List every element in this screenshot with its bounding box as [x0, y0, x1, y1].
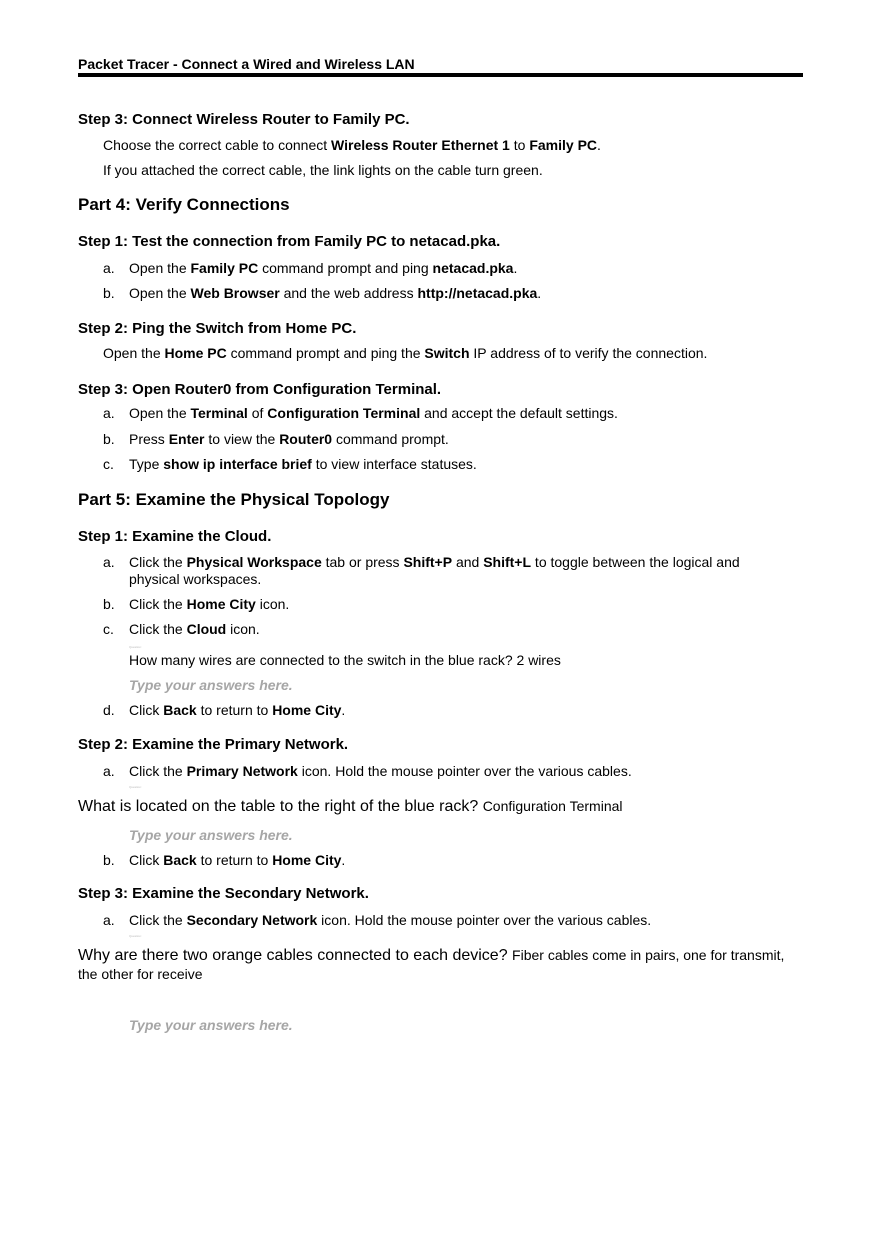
answer-text: the other for receive	[78, 966, 203, 982]
list-item	[103, 852, 345, 869]
paragraph	[103, 137, 601, 154]
bold-text: Home City	[186, 596, 256, 612]
text-run: and the web address	[279, 285, 418, 301]
text-run: to toggle between the logical and	[531, 554, 740, 570]
bold-text: Router0	[279, 431, 333, 447]
text-run: command prompt and ping	[258, 260, 433, 276]
bold-text: Family PC	[190, 260, 259, 276]
bold-text: Secondary Network	[186, 912, 318, 928]
answer-text: Fiber cables come in pairs, one for transmit,	[512, 947, 785, 963]
text-run: How many wires are connected to the switch in the blue rack? 2 wires	[129, 652, 561, 668]
bold-text: Home City	[272, 852, 342, 868]
part-heading	[78, 196, 290, 213]
text-run: Step 3: Examine the Secondary Network.	[78, 885, 369, 902]
text-run: .	[341, 702, 346, 718]
bold-text: Wireless Router Ethernet 1	[331, 137, 510, 153]
list-item	[103, 596, 289, 613]
text-run: and	[452, 554, 484, 570]
text-run: Click the	[129, 554, 187, 570]
text-run: command prompt and ping the	[226, 345, 425, 361]
step-heading	[78, 528, 271, 545]
paragraph	[103, 345, 707, 362]
list-item	[103, 260, 517, 277]
list-item	[103, 702, 345, 719]
question-answer	[78, 946, 784, 965]
part-heading	[78, 491, 389, 508]
question-answer	[78, 797, 623, 816]
text-run: IP address of to verify the connection.	[469, 345, 708, 361]
text-run: physical workspaces.	[129, 571, 262, 587]
list-marker: b.	[103, 431, 115, 447]
bold-text: http://netacad.pka	[417, 285, 538, 301]
text-run: Question:	[129, 934, 142, 938]
text-run: Open the	[129, 260, 191, 276]
bold-text: Home PC	[164, 345, 227, 361]
bold-text: Back	[163, 702, 197, 718]
text-run: icon.	[226, 621, 260, 637]
bold-text: Terminal	[190, 405, 248, 421]
text-run: Click the	[129, 912, 187, 928]
list-item	[103, 763, 632, 780]
bold-text: Family PC	[529, 137, 598, 153]
text-run: icon. Hold the mouse pointer over the various cables.	[317, 912, 652, 928]
bold-text: Back	[163, 852, 197, 868]
text-run: Press	[129, 431, 169, 447]
question-label	[129, 934, 142, 938]
text-run: Step 1: Test the connection from Family PC to netacad.pka.	[78, 233, 501, 250]
list-marker: c.	[103, 456, 114, 472]
text-run: .	[341, 852, 346, 868]
text-run: Type your answers here.	[129, 827, 293, 843]
list-marker: d.	[103, 702, 115, 718]
list-marker: b.	[103, 285, 115, 301]
step-heading	[78, 320, 356, 337]
bold-text: Configuration Terminal	[267, 405, 421, 421]
text-run: to return to	[196, 852, 273, 868]
text-run: Step 3: Connect Wireless Router to Family PC.	[78, 111, 410, 128]
bold-text: Shift+L	[483, 554, 532, 570]
answer-placeholder[interactable]	[129, 827, 293, 844]
list-marker: a.	[103, 260, 115, 276]
bold-text: netacad.pka	[432, 260, 514, 276]
text-run: What is located on the table to the right of the blue rack?	[78, 798, 483, 815]
text-run: to view interface statuses.	[311, 456, 477, 472]
text-run: of	[247, 405, 268, 421]
text-run: Open the	[129, 285, 191, 301]
text-run: Step 2: Examine the Primary Network.	[78, 736, 349, 753]
list-marker: b.	[103, 852, 115, 868]
text-run: Click the	[129, 621, 187, 637]
list-item	[103, 456, 477, 473]
bold-text: Switch	[424, 345, 470, 361]
text-run: command prompt.	[332, 431, 449, 447]
text-run: tab or press	[321, 554, 404, 570]
text-run: .	[513, 260, 518, 276]
text-run: Part 5: Examine the Physical Topology	[78, 490, 390, 509]
text-run: Open the	[129, 405, 191, 421]
bold-text: Enter	[168, 431, 205, 447]
text-run: Step 2: Ping the Switch from Home PC.	[78, 320, 357, 337]
answer-text: Configuration Terminal	[482, 798, 623, 814]
question-label	[129, 645, 142, 649]
bold-text: Home City	[272, 702, 342, 718]
step-heading	[78, 233, 500, 250]
text-run: Question:	[129, 645, 142, 649]
question-answer	[129, 652, 561, 669]
bold-text: Shift+P	[403, 554, 453, 570]
text-run: Type your answers here.	[129, 1017, 293, 1033]
paragraph	[103, 162, 543, 179]
list-marker: b.	[103, 596, 115, 612]
list-item	[103, 554, 740, 571]
text-run: Click the	[129, 763, 187, 779]
text-run: and accept the default settings.	[420, 405, 618, 421]
text-run: icon. Hold the mouse pointer over the various cables.	[297, 763, 632, 779]
bold-text: Primary Network	[186, 763, 298, 779]
text-run: Why are there two orange cables connected to each device?	[78, 947, 513, 964]
bold-text: Cloud	[186, 621, 227, 637]
list-item-continuation	[129, 571, 261, 588]
text-run: Click the	[129, 596, 187, 612]
text-run: Open the	[103, 345, 165, 361]
question-label	[129, 785, 142, 789]
text-run: .	[597, 137, 601, 153]
step-heading	[78, 885, 369, 902]
text-run: Click	[129, 852, 164, 868]
bold-text: Web Browser	[190, 285, 280, 301]
list-marker: c.	[103, 621, 114, 637]
list-marker: a.	[103, 763, 115, 779]
text-run: Part 4: Verify Connections	[78, 195, 290, 214]
list-marker: a.	[103, 554, 115, 570]
text-run: If you attached the correct cable, the link lights on the cable turn green.	[103, 162, 543, 178]
list-marker: a.	[103, 405, 115, 421]
text-run: Type	[129, 456, 164, 472]
text-run: to view the	[204, 431, 280, 447]
step-heading	[78, 381, 441, 398]
list-item	[103, 431, 449, 448]
text-run: Choose the correct cable to connect	[103, 137, 332, 153]
bold-text: show ip interface brief	[163, 456, 312, 472]
question-answer	[78, 965, 203, 984]
text-run: to return to	[196, 702, 273, 718]
text-run: icon.	[255, 596, 290, 612]
list-marker: a.	[103, 912, 115, 928]
list-item	[103, 621, 260, 638]
text-run: Type your answers here.	[129, 677, 293, 693]
text-run: Step 3: Open Router0 from Configuration Terminal.	[78, 381, 442, 398]
header-rule	[78, 73, 803, 77]
step-heading	[78, 111, 410, 128]
text-run: Step 1: Examine the Cloud.	[78, 528, 272, 545]
text-run: .	[537, 285, 542, 301]
text-run: Question:	[129, 785, 142, 789]
bold-text: Physical Workspace	[186, 554, 322, 570]
list-item	[103, 912, 651, 929]
list-item	[103, 285, 541, 302]
text-run: Click	[129, 702, 164, 718]
answer-placeholder[interactable]	[129, 1017, 293, 1034]
list-item	[103, 405, 618, 422]
answer-placeholder[interactable]	[129, 677, 293, 694]
document-header-title: Packet Tracer - Connect a Wired and Wireless LAN	[78, 56, 415, 72]
text-run: to	[509, 137, 530, 153]
step-heading	[78, 736, 348, 753]
